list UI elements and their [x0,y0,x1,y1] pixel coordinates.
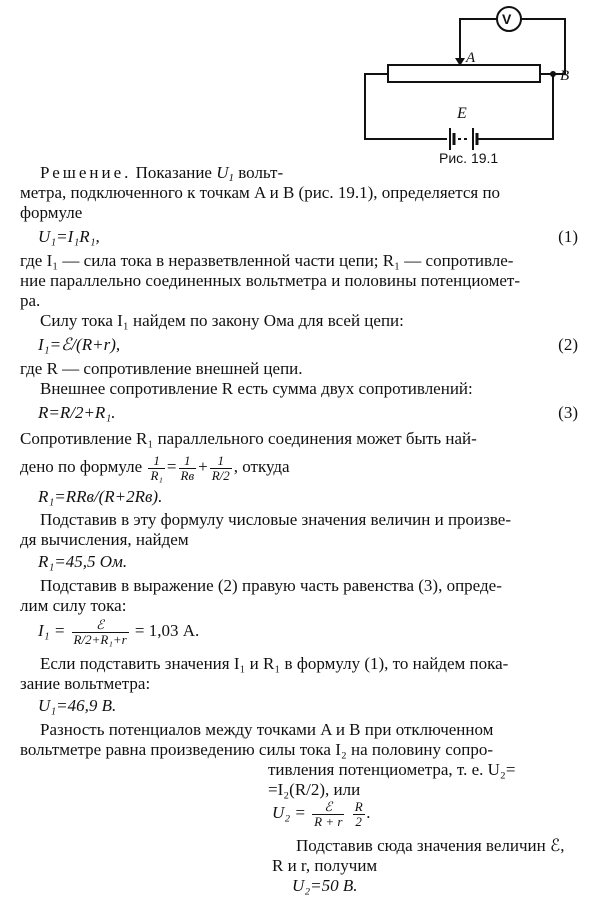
line-18: Разность потенциалов между точками A и B при отключенном [40,720,494,739]
line-4: где I₁ — сила тока в неразветвленной части цепи; R₁ — сопротивле- [20,251,514,270]
plus-sign: + [198,457,208,476]
line-11-end: , откуда [233,457,290,476]
equation-9: U₂=50 В. [292,876,358,895]
equation-4: R₁=RRв/(R+2Rв). [38,487,163,506]
line-21: =I₂(R/2), или [268,780,361,799]
line-19: вольтметре равна произведению силы тока I₂ на половину сопро- [20,740,494,759]
line-14: Подставив в выражение (2) правую часть равенства (3), опреде- [40,576,502,595]
line-9: Внешнее сопротивление R есть сумма двух сопротивлений: [40,379,473,398]
equation-3-number: (3) [558,403,578,422]
line-12: Подставив в эту формулу числовые значения величин и произве- [40,510,511,529]
equation-2-number: (2) [558,335,578,354]
line-16: Если подставить значения I₁ и R₁ в формулу (1), то найдем пока- [40,654,509,673]
u1-symbol: $U_1$ [216,163,235,184]
left-wire [365,74,447,139]
line-22: Подставив сюда значения величин ℰ, [296,836,565,855]
line-15: лим силу тока: [20,596,127,615]
voltmeter-label: V [502,11,512,27]
line-1-end: вольт- [234,163,284,182]
equation-5: R₁=45,5 Ом. [38,552,128,571]
point-a-label: A [466,50,476,66]
line-13: дя вычисления, найдем [20,530,189,549]
line-1 [40,163,283,183]
line-6: ра. [20,291,41,310]
fraction-emf-over-r: $\frac{\text{ℰ}}{R + r}$ [314,798,343,829]
equation-6 [38,614,199,648]
fraction-1-over-rv: $\frac{1}{Rв}$ [180,452,195,483]
equation-7: U₁=46,9 В. [38,696,117,715]
right-wire [478,74,553,139]
line-23: R и r, получим [272,856,378,875]
equation-1-number: (1) [558,227,578,246]
line-1-text: Показание [131,163,217,182]
line-11 [20,452,290,483]
line-3: формуле [20,203,83,222]
fraction-1-over-r1: $\frac{1}{\text{R₁}}$ [150,452,163,483]
equation-2: I₁=ℰ/(R+r), [38,335,121,354]
eq6-rhs: = 1,03 А. [134,621,200,640]
potentiometer [388,65,540,82]
junction-b [550,71,556,77]
line-20: тивления потенциометра, т. е. U₂= [268,760,516,779]
line-7: Силу тока I₁ найдем по закону Ома для всей цепи: [40,311,404,330]
point-b-label: B [560,68,570,84]
solution-heading: Решение. [40,163,132,182]
source-label: E [457,105,467,122]
fraction-r-over-2: $\frac{R}{2}$ [354,798,363,829]
eq8-end: . [366,803,371,822]
line-17: зание вольтметра: [20,674,151,693]
fraction-current: $\frac{\text{ℰ}}{\text{R/2+R₁+r}}$ [73,616,127,647]
equals-sign: = [166,457,177,476]
line-11-text: дено по формуле [20,457,143,476]
equation-8 [272,796,371,830]
equation-1: U₁=I₁R₁, [38,227,100,246]
line-10: Сопротивление R₁ параллельного соединения может быть най- [20,429,477,448]
eq6-lhs: I₁ = [38,621,66,640]
equation-3: R=R/2+R₁. [38,403,116,422]
figure-caption: Рис. 19.1 [439,150,499,166]
line-2: метра, подключенного к точкам A и B (рис. 19.1), определяется по [20,183,501,202]
eq8-lhs: U₂ = [272,803,306,822]
fraction-1-over-r-half: $\frac{1}{R/2}$ [211,452,230,483]
line-5: ние параллельно соединенных вольтметра и половины потенциомет- [20,271,521,290]
line-8: где R — сопротивление внешней цепи. [20,359,303,378]
